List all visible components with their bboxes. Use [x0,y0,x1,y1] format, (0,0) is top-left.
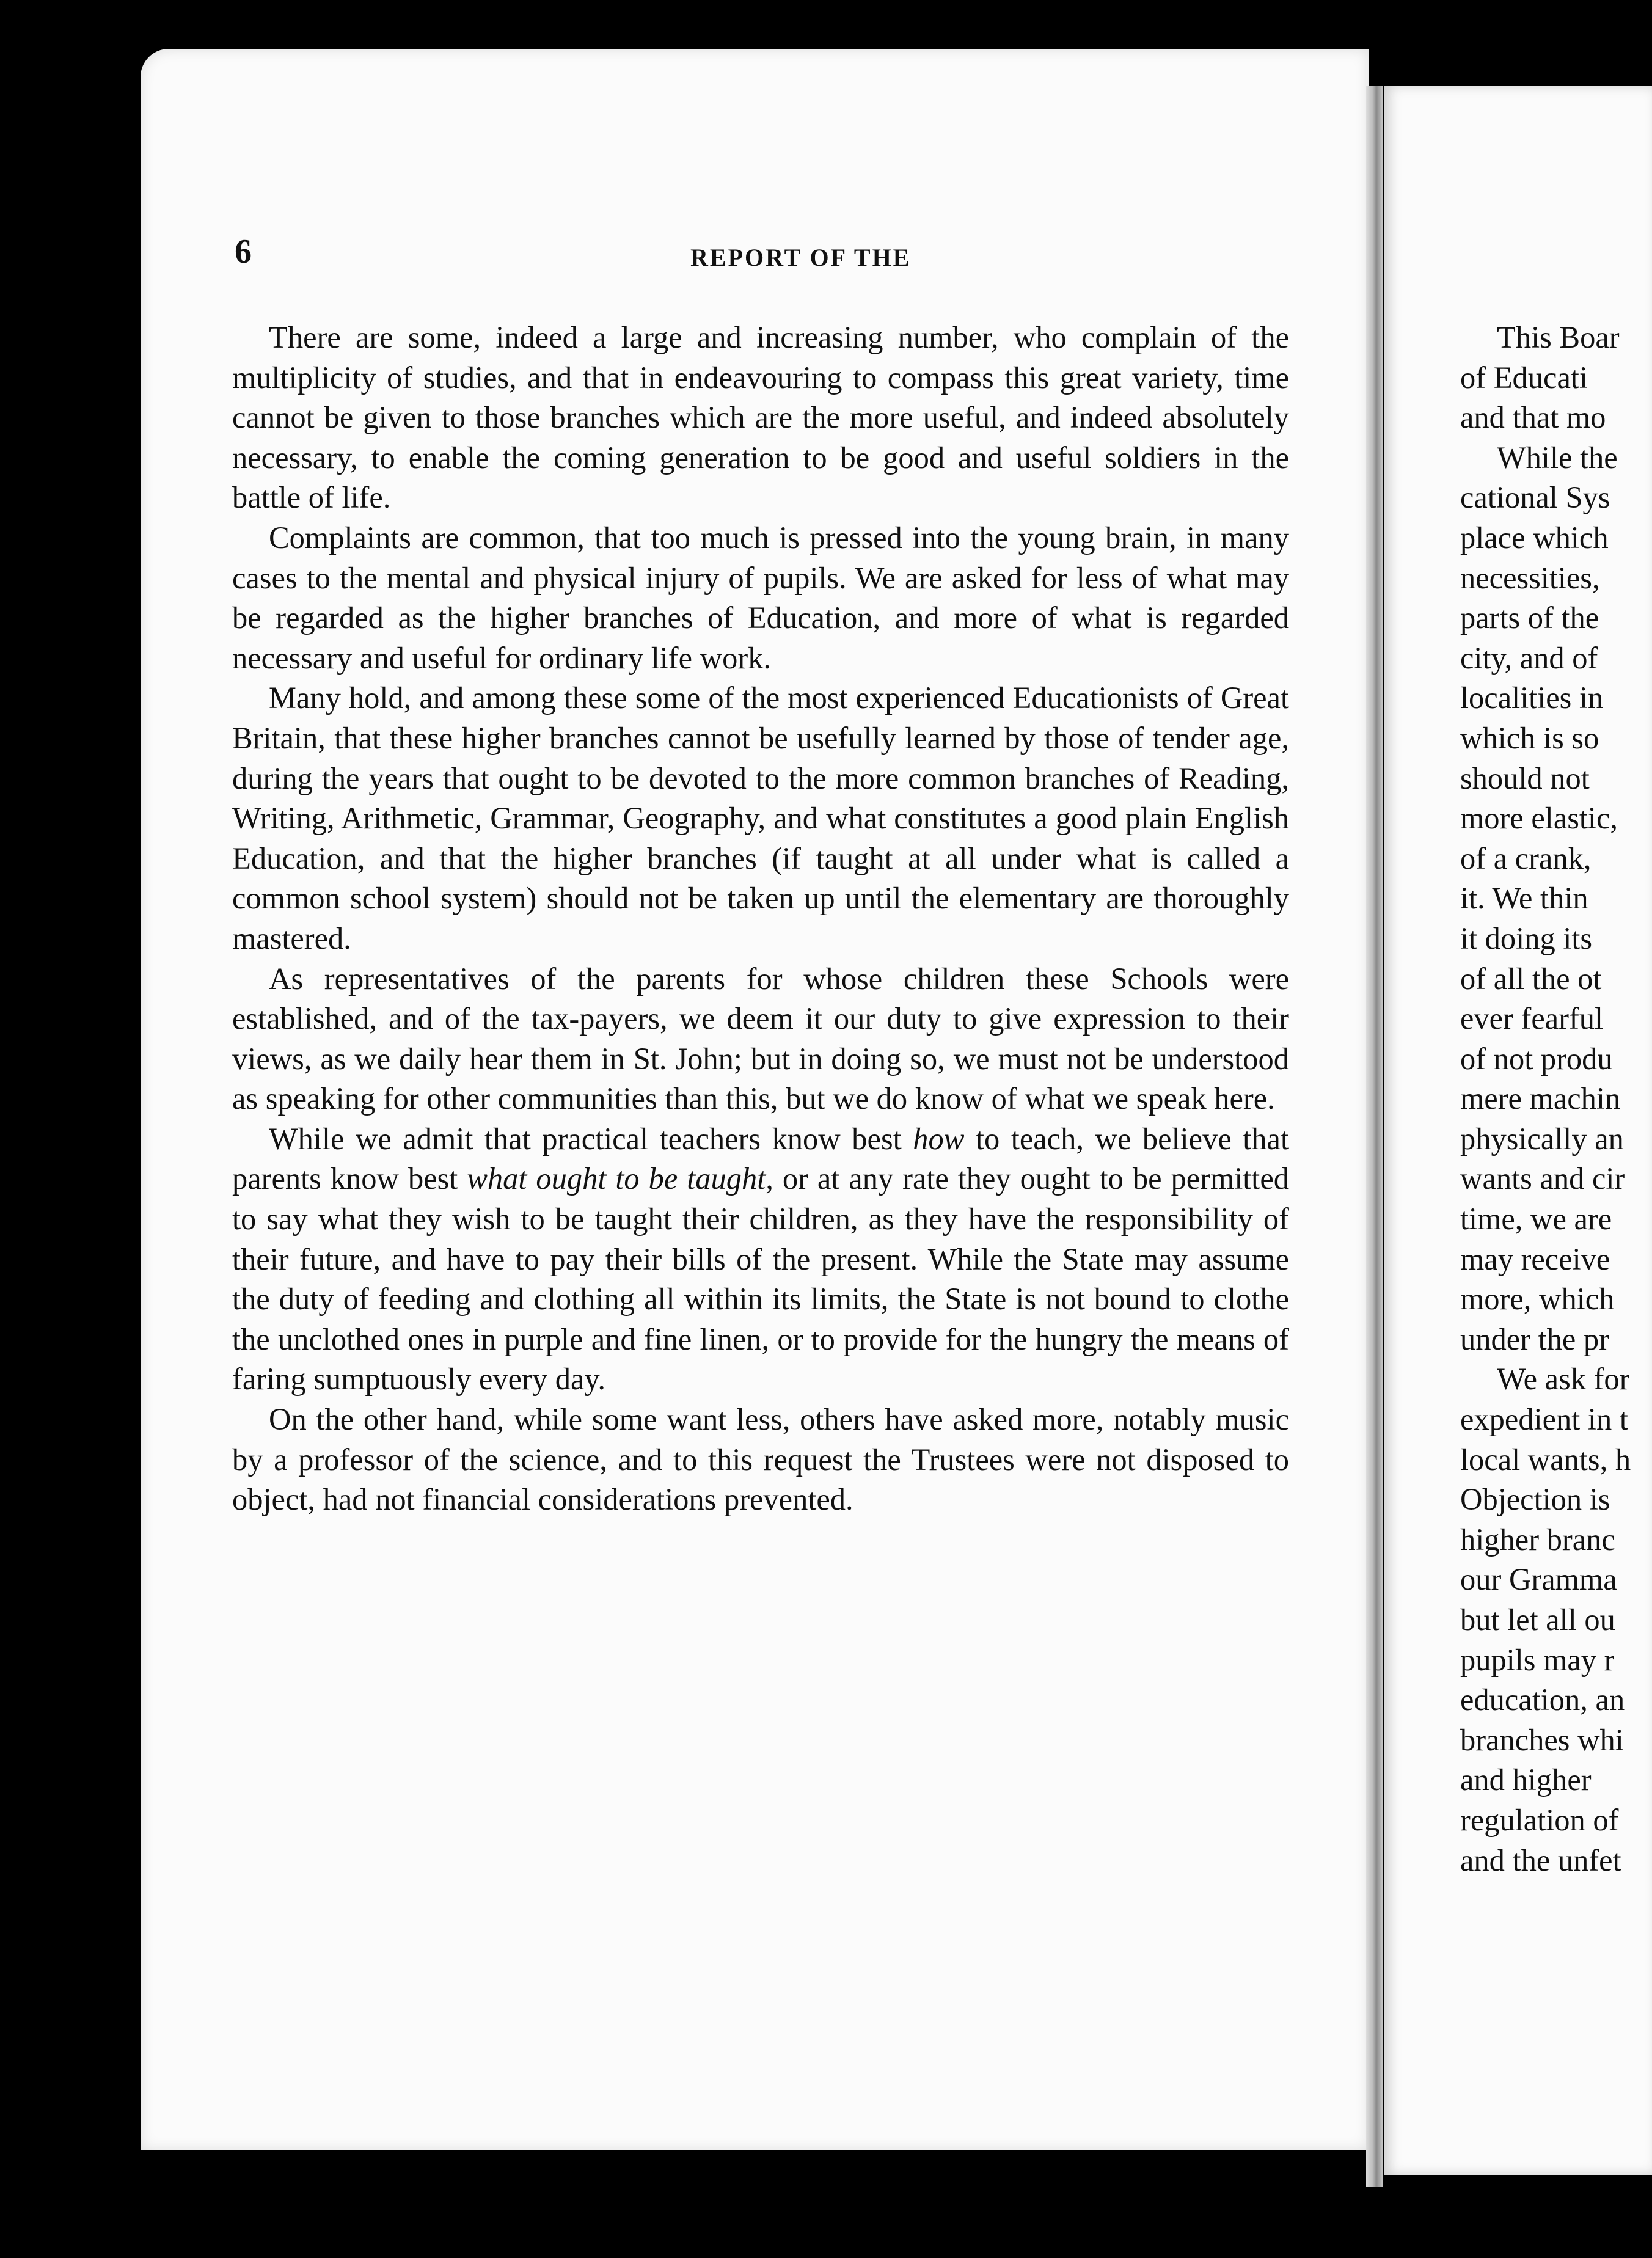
paragraph-text: Complaints are common, that too much is pressed into the young brain, in many cases to the mental and physical injury of pupils. We are asked for less of what may be regarded as the higher branches of Education, and more of what is regarded necessary and useful for ordinary life work. [232,520,1289,675]
right-page-line: While the [1497,440,1618,475]
paragraph-text: On the other hand, while some want less, others have asked more, notably music by a professor of the science, and to this request the Trustees were not disposed to object, had not financial considerations prevented. [232,1402,1289,1517]
paragraph-text: to teach, we believe that parents know best [232,1121,1290,1196]
right-page-line: higher branc [1460,1522,1615,1557]
paragraph [232,959,1289,1119]
right-page-line: physically an [1460,1121,1624,1156]
right-page-line: expedient in t [1460,1402,1628,1437]
book-gutter [1366,86,1383,2187]
right-page-line: mere machin [1460,1081,1621,1116]
paragraph [232,518,1289,678]
right-page-line: pupils may r [1460,1642,1615,1677]
right-page-line: ever fearful [1460,1001,1604,1036]
right-page-line: it. We thin [1460,881,1588,916]
right-page-line: more, which [1460,1282,1615,1317]
page-number: 6 [235,233,252,271]
right-page-line: education, an [1460,1683,1625,1717]
right-page-line: local wants, h [1460,1442,1631,1477]
right-page-line: and that mo [1460,400,1606,435]
right-page-line: cational Sys [1460,480,1610,515]
body-text [232,318,1289,1520]
paragraph-text: As representatives of the parents for whose children these Schools were established, and of the tax-payers, we deem it our duty to give expression to their views, as we daily hear them in St. John; but in doing so, we must not be understood as speaking for other communities than this, but we do know of what we speak here. [232,961,1289,1116]
right-page-line: more elastic, [1460,801,1618,836]
running-head: REPORT OF THE [690,244,912,271]
right-page-line: it doing its [1460,921,1593,955]
italic-text: what ought to be taught, [467,1161,773,1196]
paragraph [232,318,1289,518]
right-page-line: wants and cir [1460,1161,1625,1196]
right-page-line: which is so [1460,720,1599,755]
right-page-line: should not [1460,761,1590,795]
right-page-line: place which [1460,520,1609,555]
paragraph-text: While we admit that practical teachers know best [269,1121,913,1156]
right-page-line: of not produ [1460,1041,1613,1076]
right-page-text [1460,318,1652,1880]
right-page-line: of all the ot [1460,961,1602,996]
paragraph [232,1119,1289,1400]
right-page-line: but let all ou [1460,1602,1615,1637]
paragraph [232,1400,1289,1520]
right-page-line: and the unfet [1460,1843,1621,1877]
right-page-line: of Educati [1460,360,1588,395]
right-page-line: and higher [1460,1763,1592,1797]
paragraph [232,678,1289,959]
right-page-line: necessities, [1460,560,1600,595]
right-page-line: under the pr [1460,1321,1609,1356]
right-page-line: parts of the [1460,601,1599,635]
paragraph-text: There are some, indeed a large and increasing number, who complain of the multiplicity of studies, and that in endeavouring to compass this great variety, time cannot be given to those branches which are the more useful, and indeed absolutely necessary, to enable the coming generation to be good and useful soldiers in the battle of life. [232,320,1289,515]
right-page-line: may receive [1460,1241,1610,1276]
right-page-line: of a crank, [1460,841,1592,875]
right-page-line: time, we are [1460,1202,1612,1237]
right-page-line: We ask for [1497,1362,1630,1397]
italic-text: how [913,1121,965,1156]
right-page-line: Objection is [1460,1482,1610,1517]
right-page-line: our Gramma [1460,1562,1617,1597]
right-page-line: localities in [1460,681,1604,715]
right-page-line: city, and of [1460,640,1598,675]
paragraph-text: Many hold, and among these some of the most experienced Educationists of Great Britain, that these higher branches cannot be usefully learned by those of tender age, during the years that ought to be devoted to the more common branches of Reading, Writing, Arithmetic, Grammar, Geography, and what constitutes a good plain English Education, and that the higher branches (if taught at all under what is called a common school system) should not be taken up until the elementary are thoroughly mastered. [232,681,1289,955]
right-page-line: This Boar [1497,320,1620,354]
right-page-line: branches whi [1460,1722,1624,1757]
right-page-line: regulation of [1460,1802,1619,1837]
paragraph-text: or at any rate they ought to be permitted to say what they wish to be taught their children, as they have the responsibility of their future, and have to pay their bills of the present. While the State may assume the duty of feeding and clothing all within its limits, the State is not bound to clothe the unclothed ones in purple and fine linen, or to provide for the hungry the means of faring sumptuously every day. [232,1161,1289,1397]
